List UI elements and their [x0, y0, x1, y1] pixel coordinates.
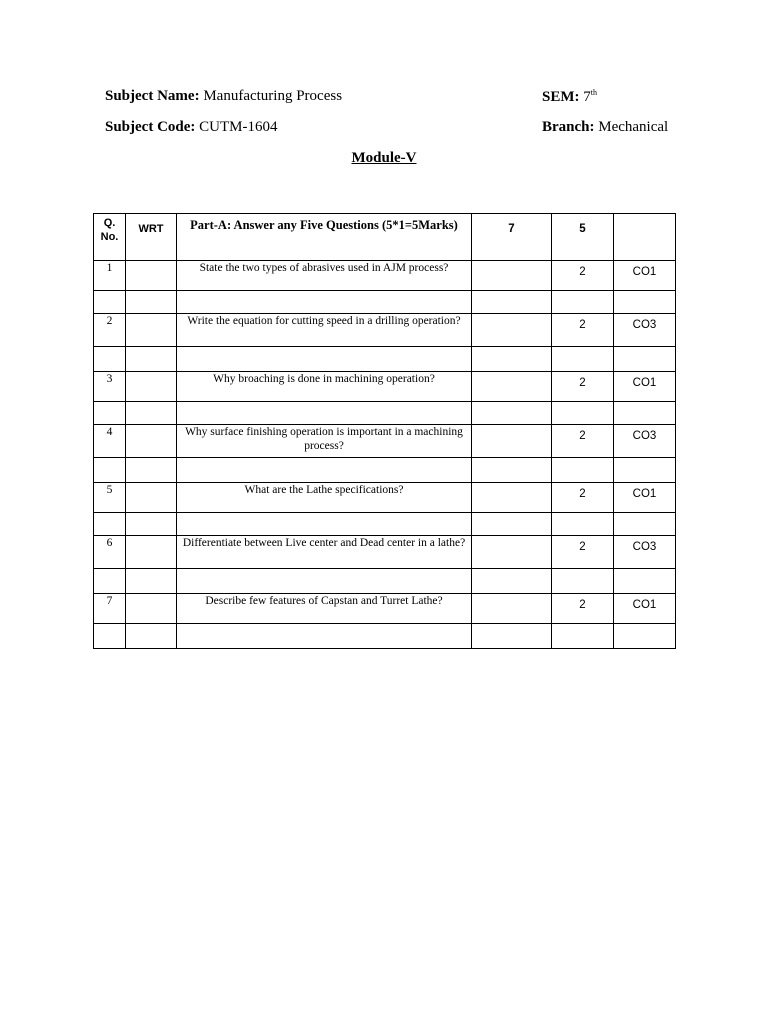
header-col-6 [614, 214, 676, 261]
empty-cell [177, 402, 472, 425]
empty-cell [126, 569, 177, 594]
spacer-row [94, 569, 676, 594]
subject-code-label: Subject Code: [105, 119, 196, 135]
empty-cell [177, 569, 472, 594]
empty-cell [472, 483, 552, 513]
spacer-row [94, 513, 676, 536]
empty-cell [94, 347, 126, 372]
marks-cell: 2 [552, 536, 614, 569]
empty-cell [94, 513, 126, 536]
empty-cell [552, 458, 614, 483]
question-number: 7 [94, 594, 126, 624]
empty-cell [472, 569, 552, 594]
empty-cell [126, 458, 177, 483]
marks-cell: 2 [552, 425, 614, 458]
subject-code-value: CUTM-1604 [195, 119, 278, 135]
question-number: 5 [94, 483, 126, 513]
wrt-cell [126, 261, 177, 291]
question-text: Differentiate between Live center and Dead center in a lathe? [177, 536, 472, 569]
subject-name-label: Subject Name: [105, 88, 200, 104]
empty-cell [177, 458, 472, 483]
empty-cell [614, 513, 676, 536]
wrt-header: WRT [126, 214, 177, 261]
wrt-cell [126, 372, 177, 402]
wrt-cell [126, 483, 177, 513]
co-cell: CO3 [614, 425, 676, 458]
qno-header: Q. No. [94, 214, 126, 261]
spacer-row [94, 291, 676, 314]
empty-cell [472, 402, 552, 425]
header-col-5: 5 [552, 214, 614, 261]
empty-cell [472, 624, 552, 649]
semester [542, 88, 597, 106]
empty-cell [472, 536, 552, 569]
subject-name-value: Manufacturing Process [199, 88, 343, 104]
question-text: Why broaching is done in machining operation? [177, 372, 472, 402]
wrt-cell [126, 594, 177, 624]
empty-cell [614, 347, 676, 372]
question-text: Describe few features of Capstan and Turret Lathe? [177, 594, 472, 624]
table-row [94, 261, 676, 291]
question-table [93, 213, 676, 649]
empty-cell [552, 569, 614, 594]
subject-name [105, 88, 342, 105]
sem-suffix: th [590, 88, 597, 97]
spacer-row [94, 402, 676, 425]
empty-cell [552, 291, 614, 314]
empty-cell [552, 624, 614, 649]
empty-cell [614, 291, 676, 314]
empty-cell [177, 513, 472, 536]
empty-cell [552, 347, 614, 372]
sem-value: 7 [579, 89, 591, 105]
co-cell: CO1 [614, 261, 676, 291]
empty-cell [614, 624, 676, 649]
spacer-row [94, 458, 676, 483]
question-text: What are the Lathe specifications? [177, 483, 472, 513]
empty-cell [552, 513, 614, 536]
empty-cell [614, 569, 676, 594]
empty-cell [126, 291, 177, 314]
empty-cell [614, 402, 676, 425]
empty-cell [126, 347, 177, 372]
empty-cell [472, 513, 552, 536]
marks-cell: 2 [552, 261, 614, 291]
table-header-row [94, 214, 676, 261]
question-number: 1 [94, 261, 126, 291]
spacer-row [94, 347, 676, 372]
table-row [94, 483, 676, 513]
co-cell: CO1 [614, 372, 676, 402]
table-row [94, 425, 676, 458]
empty-cell [472, 347, 552, 372]
empty-cell [94, 291, 126, 314]
empty-cell [472, 291, 552, 314]
spacer-row [94, 624, 676, 649]
branch-value: Mechanical [594, 119, 669, 135]
co-cell: CO1 [614, 483, 676, 513]
part-a-header: Part-A: Answer any Five Questions (5*1=5Marks) [177, 214, 472, 261]
table-row [94, 372, 676, 402]
question-number: 2 [94, 314, 126, 347]
subject-code [105, 119, 278, 136]
branch [542, 119, 668, 136]
question-text: Why surface finishing operation is important in a machining process? [177, 425, 472, 458]
empty-cell [126, 624, 177, 649]
question-text: Write the equation for cutting speed in a drilling operation? [177, 314, 472, 347]
empty-cell [472, 425, 552, 458]
empty-cell [472, 372, 552, 402]
wrt-cell [126, 425, 177, 458]
question-number: 3 [94, 372, 126, 402]
empty-cell [472, 314, 552, 347]
empty-cell [472, 594, 552, 624]
branch-label: Branch: [542, 119, 595, 135]
empty-cell [614, 458, 676, 483]
empty-cell [126, 402, 177, 425]
marks-cell: 2 [552, 483, 614, 513]
empty-cell [94, 458, 126, 483]
marks-cell: 2 [552, 314, 614, 347]
table-row [94, 594, 676, 624]
sem-label: SEM: [542, 89, 580, 105]
empty-cell [94, 569, 126, 594]
empty-cell [177, 291, 472, 314]
module-title: Module-V [351, 150, 417, 166]
header-col-4: 7 [472, 214, 552, 261]
empty-cell [552, 402, 614, 425]
co-cell: CO3 [614, 314, 676, 347]
empty-cell [177, 624, 472, 649]
co-cell: CO1 [614, 594, 676, 624]
table-row [94, 314, 676, 347]
empty-cell [94, 624, 126, 649]
question-number: 6 [94, 536, 126, 569]
empty-cell [94, 402, 126, 425]
empty-cell [472, 458, 552, 483]
marks-cell: 2 [552, 594, 614, 624]
marks-cell: 2 [552, 372, 614, 402]
empty-cell [177, 347, 472, 372]
wrt-cell [126, 536, 177, 569]
wrt-cell [126, 314, 177, 347]
question-number: 4 [94, 425, 126, 458]
question-text: State the two types of abrasives used in AJM process? [177, 261, 472, 291]
empty-cell [126, 513, 177, 536]
table-row [94, 536, 676, 569]
empty-cell [472, 261, 552, 291]
co-cell: CO3 [614, 536, 676, 569]
